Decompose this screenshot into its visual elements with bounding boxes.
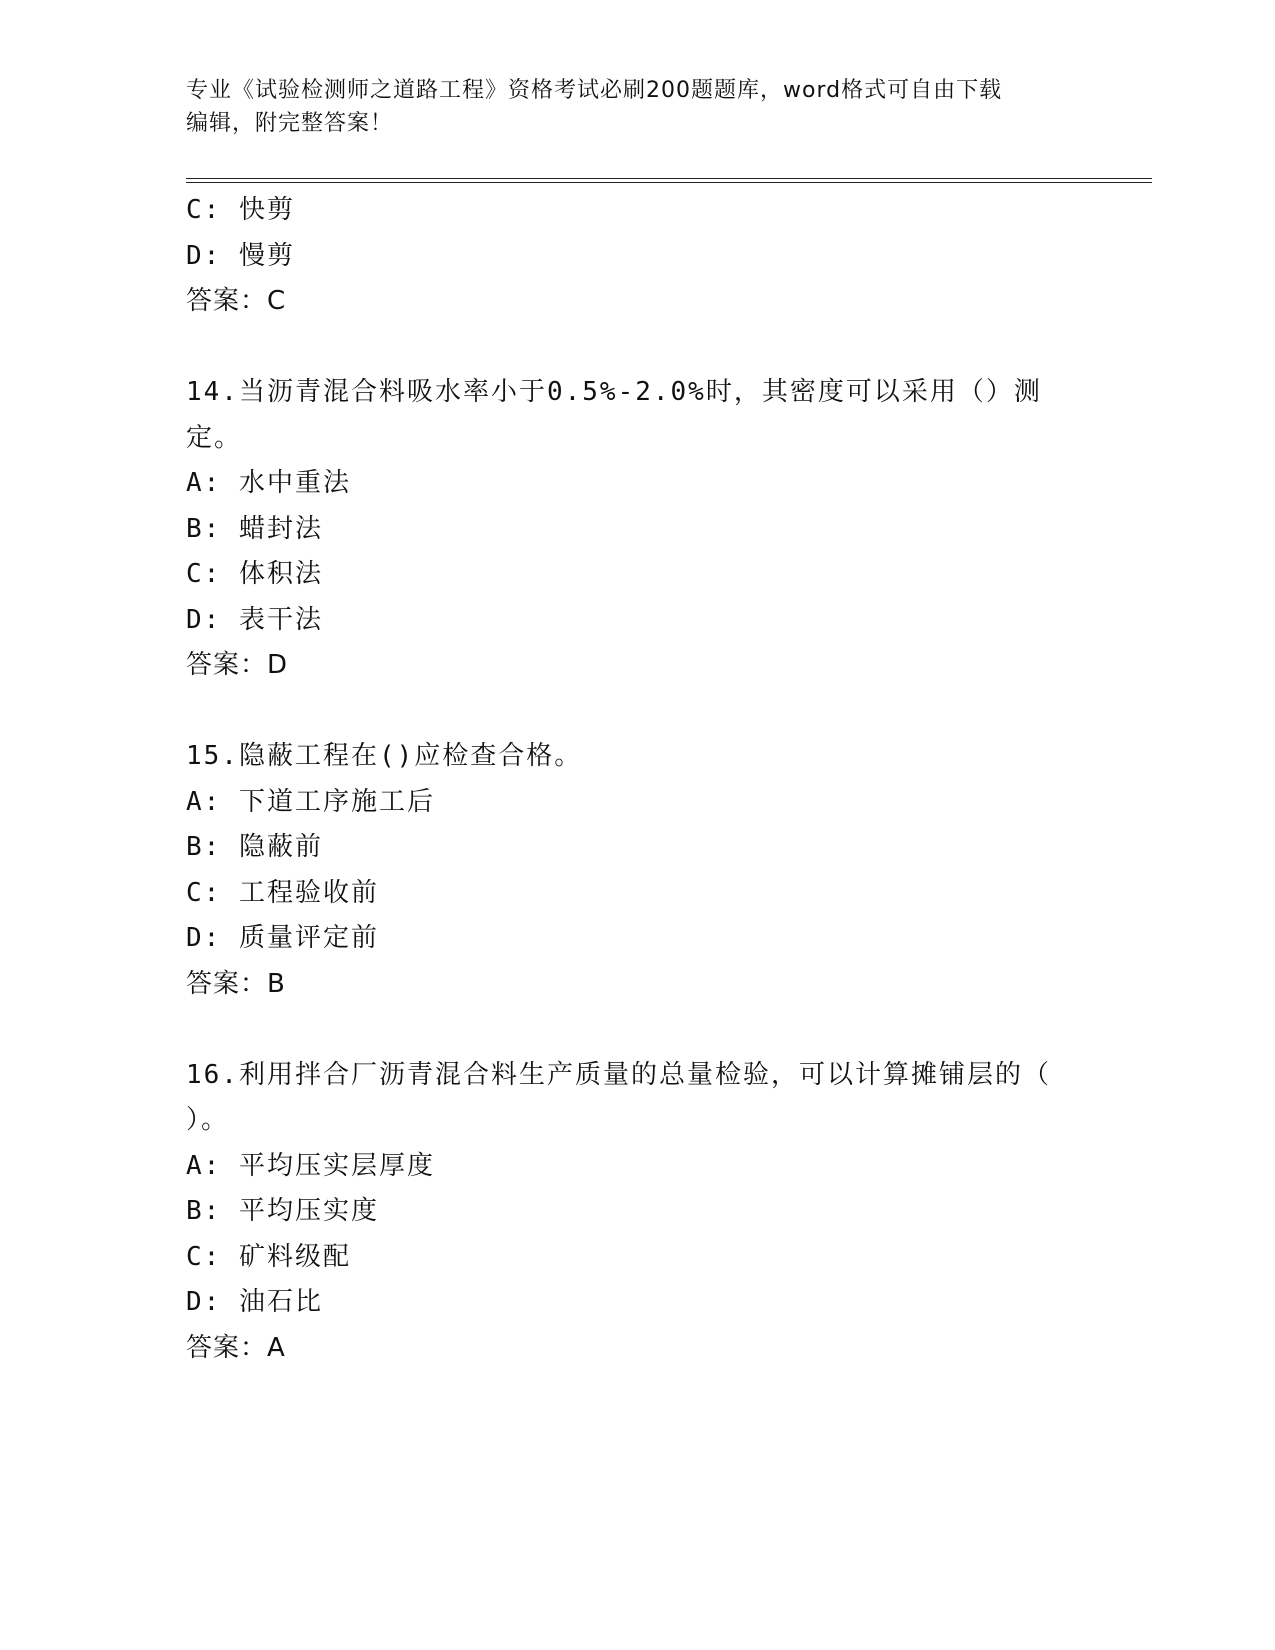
- option-c: C: 快剪: [186, 195, 295, 225]
- header-divider-bottom: [186, 182, 1152, 183]
- question-text-line-1: 14.当沥青混合料吸水率小于0.5%-2.0%时，其密度可以采用（）测: [186, 377, 1042, 407]
- spacer: [186, 689, 1086, 735]
- option-d: D: 油石比: [186, 1287, 323, 1317]
- option-d: D: 慢剪: [186, 240, 295, 271]
- option-c: C: 工程验收前: [186, 877, 379, 908]
- option-a: A: 平均压实层厚度: [186, 1150, 435, 1181]
- question-block-13: [186, 188, 1086, 325]
- option-b: B: 平均压实度: [186, 1196, 379, 1226]
- answer-line: 答案：C: [186, 286, 287, 316]
- option-b: B: 蜡封法: [186, 513, 323, 544]
- option-a: A: 下道工序施工后: [186, 786, 435, 817]
- document-header: [186, 74, 1066, 140]
- answer-line: 答案：A: [186, 1332, 286, 1363]
- option-c: C: 体积法: [186, 559, 323, 589]
- option-c: C: 矿料级配: [186, 1241, 351, 1272]
- spacer: [186, 325, 1086, 371]
- answer-line: 答案：D: [186, 650, 289, 680]
- option-b: B: 隐蔽前: [186, 832, 323, 862]
- question-block-15: [186, 734, 1086, 1007]
- question-list: [186, 188, 1086, 1371]
- header-line-2: 编辑，附完整答案！: [186, 111, 394, 136]
- question-block-16: [186, 1053, 1086, 1372]
- question-text-line-1: 15.隐蔽工程在()应检查合格。: [186, 741, 583, 771]
- option-a: A: 水中重法: [186, 468, 351, 498]
- spacer: [186, 1007, 1086, 1053]
- option-d: D: 表干法: [186, 604, 323, 635]
- question-text-line-2: ）。: [186, 1105, 230, 1135]
- question-block-14: [186, 370, 1086, 689]
- header-line-1: 专业《试验检测师之道路工程》资格考试必刷200题题库，word格式可自由下载: [186, 78, 1003, 103]
- question-text-line-1: 16.利用拌合厂沥青混合料生产质量的总量检验，可以计算摊铺层的（: [186, 1059, 1051, 1090]
- question-text-line-2: 定。: [186, 422, 243, 453]
- option-d: D: 质量评定前: [186, 923, 379, 953]
- header-divider-top: [186, 178, 1152, 179]
- answer-line: 答案：B: [186, 968, 286, 999]
